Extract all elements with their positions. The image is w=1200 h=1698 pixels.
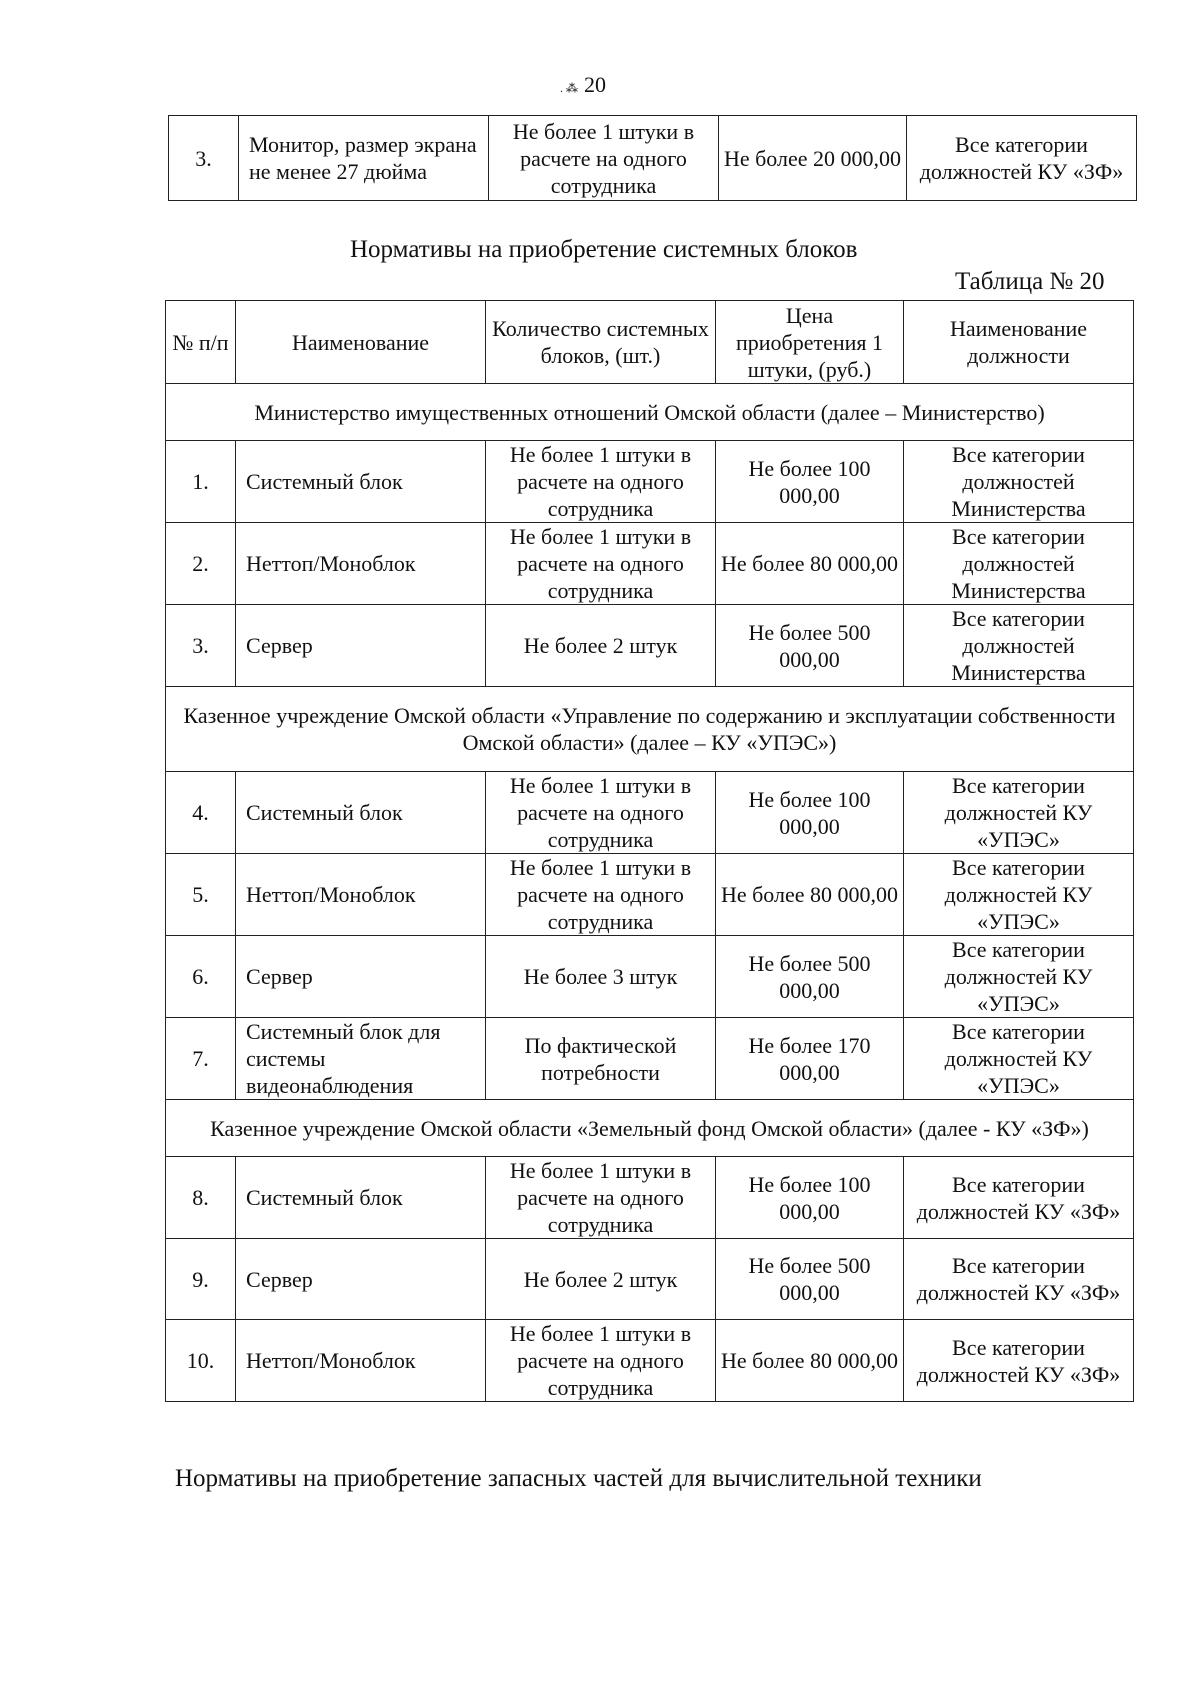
group-row	[166, 1100, 1134, 1157]
row-price: Не более 80 000,00	[716, 854, 904, 936]
row-price: Не более 20 000,00	[719, 116, 907, 201]
table-row	[166, 854, 1134, 936]
page-number-value: 20	[584, 72, 606, 97]
row-name: Монитор, размер экрана не менее 27 дюйма	[239, 116, 489, 201]
row-num: 10.	[166, 1320, 236, 1402]
row-category: Все категории должностей КУ «ЗФ»	[904, 1320, 1134, 1402]
row-price: Не более 100 000,00	[716, 1157, 904, 1239]
row-name: Сервер	[236, 605, 486, 687]
row-qty: По фактической потребности	[486, 1018, 716, 1100]
row-price: Не более 500 000,00	[716, 936, 904, 1018]
row-qty: Не более 2 штук	[486, 605, 716, 687]
system-units-table	[165, 300, 1134, 1402]
table-row	[169, 116, 1137, 201]
table-row	[166, 605, 1134, 687]
row-price: Не более 100 000,00	[716, 772, 904, 854]
group-title: Министерство имущественных отношений Омской области (далее – Министерство)	[166, 384, 1134, 441]
row-qty: Не более 1 штуки в расчете на одного сотрудника	[489, 116, 719, 201]
row-name: Неттоп/Моноблок	[236, 523, 486, 605]
row-price: Не более 100 000,00	[716, 441, 904, 523]
row-category: Все категории должностей КУ «ЗФ»	[907, 116, 1137, 201]
scan-mark: . ⁂	[560, 81, 578, 95]
header-num: № п/п	[166, 301, 236, 384]
header-price: Цена приобретения 1 штуки, (руб.)	[716, 301, 904, 384]
row-qty: Не более 1 штуки в расчете на одного сотрудника	[486, 523, 716, 605]
row-name: Сервер	[236, 936, 486, 1018]
row-category: Все категории должностей КУ «ЗФ»	[904, 1157, 1134, 1239]
group-row	[166, 687, 1134, 772]
row-num: 3.	[169, 116, 239, 201]
table-row	[166, 1157, 1134, 1239]
row-qty: Не более 1 штуки в расчете на одного сотрудника	[486, 1157, 716, 1239]
row-name: Неттоп/Моноблок	[236, 1320, 486, 1402]
row-num: 5.	[166, 854, 236, 936]
continued-table	[168, 115, 1137, 201]
table-label: Таблица № 20	[955, 268, 1105, 295]
row-name: Неттоп/Моноблок	[236, 854, 486, 936]
table-row	[166, 1018, 1134, 1100]
table-header-row	[166, 301, 1134, 384]
row-qty: Не более 3 штук	[486, 936, 716, 1018]
table-row	[166, 772, 1134, 854]
row-category: Все категории должностей КУ «УПЭС»	[904, 854, 1134, 936]
page-number	[560, 72, 606, 98]
table-row	[166, 441, 1134, 523]
header-category: Наименование должности	[904, 301, 1134, 384]
row-name: Системный блок	[236, 772, 486, 854]
row-qty: Не более 1 штуки в расчете на одного сотрудника	[486, 1320, 716, 1402]
group-row	[166, 384, 1134, 441]
header-name: Наименование	[236, 301, 486, 384]
row-price: Не более 500 000,00	[716, 1239, 904, 1320]
table-row	[166, 936, 1134, 1018]
row-qty: Не более 1 штуки в расчете на одного сотрудника	[486, 854, 716, 936]
row-num: 2.	[166, 523, 236, 605]
next-section-title: Нормативы на приобретение запасных частей для вычислительной техники	[175, 1465, 982, 1492]
row-price: Не более 170 000,00	[716, 1018, 904, 1100]
row-num: 9.	[166, 1239, 236, 1320]
group-title: Казенное учреждение Омской области «Земельный фонд Омской области» (далее - КУ «ЗФ»)	[166, 1100, 1134, 1157]
row-category: Все категории должностей Министерства	[904, 605, 1134, 687]
row-num: 6.	[166, 936, 236, 1018]
row-num: 8.	[166, 1157, 236, 1239]
row-name: Сервер	[236, 1239, 486, 1320]
table-row	[166, 523, 1134, 605]
row-category: Все категории должностей КУ «УПЭС»	[904, 936, 1134, 1018]
table-row	[166, 1320, 1134, 1402]
row-num: 4.	[166, 772, 236, 854]
header-qty: Количество системных блоков, (шт.)	[486, 301, 716, 384]
group-title: Казенное учреждение Омской области «Управление по содержанию и эксплуатации собственности Омской области» (далее – КУ «УПЭС»)	[166, 687, 1134, 772]
row-category: Все категории должностей Министерства	[904, 523, 1134, 605]
row-qty: Не более 1 штуки в расчете на одного сотрудника	[486, 772, 716, 854]
row-name: Системный блок для системы видеонаблюдения	[236, 1018, 486, 1100]
row-name: Системный блок	[236, 1157, 486, 1239]
row-num: 1.	[166, 441, 236, 523]
row-name: Системный блок	[236, 441, 486, 523]
row-num: 7.	[166, 1018, 236, 1100]
row-category: Все категории должностей КУ «ЗФ»	[904, 1239, 1134, 1320]
row-qty: Не более 1 штуки в расчете на одного сотрудника	[486, 441, 716, 523]
row-category: Все категории должностей КУ «УПЭС»	[904, 1018, 1134, 1100]
row-category: Все категории должностей КУ «УПЭС»	[904, 772, 1134, 854]
row-category: Все категории должностей Министерства	[904, 441, 1134, 523]
row-price: Не более 80 000,00	[716, 523, 904, 605]
row-price: Не более 500 000,00	[716, 605, 904, 687]
table-row	[166, 1239, 1134, 1320]
section-title: Нормативы на приобретение системных блоков	[350, 236, 858, 263]
row-price: Не более 80 000,00	[716, 1320, 904, 1402]
row-qty: Не более 2 штук	[486, 1239, 716, 1320]
row-num: 3.	[166, 605, 236, 687]
